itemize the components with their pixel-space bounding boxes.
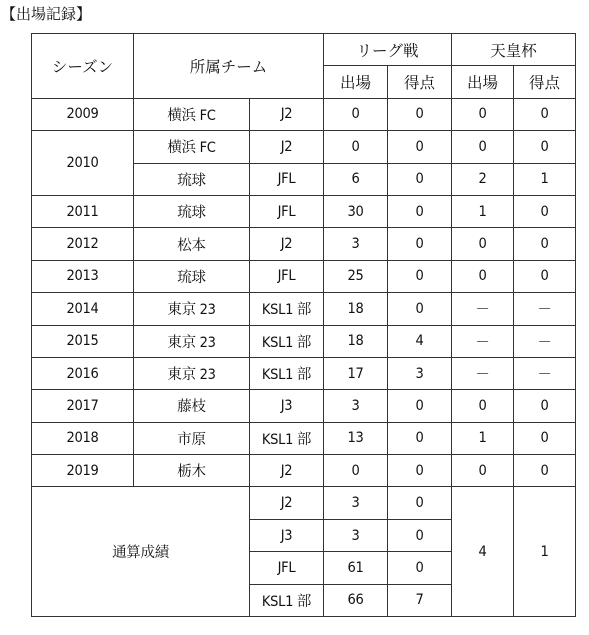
season-cell: 2019 <box>32 455 134 487</box>
league-goals-cell: 0 <box>388 228 452 260</box>
league-apps-cell: 18 <box>324 325 388 357</box>
cup-apps-cell: 2 <box>452 163 514 195</box>
cup-apps-cell: － <box>452 325 514 357</box>
season-cell: 2011 <box>32 195 134 227</box>
division-cell: J2 <box>250 98 324 130</box>
cup-goals-cell: － <box>514 293 576 325</box>
division-cell: JFL <box>250 163 324 195</box>
team-cell: 東京 23 <box>134 357 250 389</box>
totals-division-cell: JFL <box>250 552 324 584</box>
season-cell: 2017 <box>32 390 134 422</box>
totals-label: 通算成績 <box>32 487 250 617</box>
totals-division-cell: KSL1 部 <box>250 584 324 616</box>
table-row <box>32 357 576 389</box>
cup-goals-cell: 0 <box>514 228 576 260</box>
cup-goals-cell: 0 <box>514 98 576 130</box>
league-goals-cell: 0 <box>388 98 452 130</box>
appearance-record-table <box>31 33 576 617</box>
league-apps-cell: 25 <box>324 260 388 292</box>
cup-goals-cell: － <box>514 325 576 357</box>
cup-apps-cell: 1 <box>452 195 514 227</box>
cup-goals-header: 得点 <box>514 66 576 98</box>
league-goals-cell: 0 <box>388 422 452 454</box>
cup-apps-cell: － <box>452 293 514 325</box>
table-row <box>32 390 576 422</box>
totals-cup-apps-cell: 4 <box>452 487 514 617</box>
league-goals-cell: 0 <box>388 293 452 325</box>
table-row <box>32 228 576 260</box>
league-apps-cell: 30 <box>324 195 388 227</box>
league-apps-cell: 3 <box>324 390 388 422</box>
team-cell: 横浜 FC <box>134 131 250 163</box>
cup-apps-cell: 0 <box>452 455 514 487</box>
league-apps-cell: 6 <box>324 163 388 195</box>
totals-league-goals-cell: 0 <box>388 552 452 584</box>
season-cell: 2013 <box>32 260 134 292</box>
team-cell: 琉球 <box>134 260 250 292</box>
totals-division-cell: J3 <box>250 519 324 551</box>
table-row <box>32 455 576 487</box>
totals-league-apps-cell: 61 <box>324 552 388 584</box>
division-cell: J2 <box>250 228 324 260</box>
cup-goals-cell: 0 <box>514 455 576 487</box>
league-goals-cell: 0 <box>388 131 452 163</box>
team-cell: 東京 23 <box>134 293 250 325</box>
totals-row <box>32 487 576 519</box>
table-row <box>32 260 576 292</box>
league-goals-cell: 4 <box>388 325 452 357</box>
division-cell: JFL <box>250 260 324 292</box>
team-cell: 栃木 <box>134 455 250 487</box>
league-apps-cell: 0 <box>324 131 388 163</box>
team-cell: 藤枝 <box>134 390 250 422</box>
table-row <box>32 422 576 454</box>
league-goals-cell: 0 <box>388 163 452 195</box>
table-row <box>32 131 576 163</box>
division-cell: JFL <box>250 195 324 227</box>
league-goals-cell: 0 <box>388 195 452 227</box>
league-goals-header: 得点 <box>388 66 452 98</box>
division-cell: KSL1 部 <box>250 357 324 389</box>
cup-apps-cell: － <box>452 357 514 389</box>
cup-apps-cell: 1 <box>452 422 514 454</box>
team-cell: 東京 23 <box>134 325 250 357</box>
cup-goals-cell: － <box>514 357 576 389</box>
totals-league-apps-cell: 3 <box>324 487 388 519</box>
league-header: リーグ戦 <box>324 34 452 66</box>
totals-league-apps-cell: 3 <box>324 519 388 551</box>
cup-apps-cell: 0 <box>452 131 514 163</box>
league-apps-cell: 0 <box>324 98 388 130</box>
cup-goals-cell: 0 <box>514 260 576 292</box>
cup-goals-cell: 0 <box>514 195 576 227</box>
division-cell: J2 <box>250 131 324 163</box>
totals-division-cell: J2 <box>250 487 324 519</box>
division-cell: KSL1 部 <box>250 293 324 325</box>
team-cell: 琉球 <box>134 163 250 195</box>
cup-goals-cell: 0 <box>514 390 576 422</box>
season-header: シーズン <box>32 34 134 99</box>
totals-cup-goals-cell: 1 <box>514 487 576 617</box>
cup-apps-cell: 0 <box>452 228 514 260</box>
totals-league-goals-cell: 0 <box>388 487 452 519</box>
totals-league-apps-cell: 66 <box>324 584 388 616</box>
season-cell: 2015 <box>32 325 134 357</box>
table-row <box>32 98 576 130</box>
league-goals-cell: 0 <box>388 455 452 487</box>
league-apps-cell: 13 <box>324 422 388 454</box>
totals-league-goals-cell: 7 <box>388 584 452 616</box>
header-row-1 <box>32 34 576 66</box>
division-cell: J3 <box>250 390 324 422</box>
team-cell: 市原 <box>134 422 250 454</box>
section-caption: 【出場記録】 <box>1 5 92 23</box>
totals-league-goals-cell: 0 <box>388 519 452 551</box>
league-goals-cell: 0 <box>388 260 452 292</box>
cup-apps-cell: 0 <box>452 98 514 130</box>
league-apps-cell: 18 <box>324 293 388 325</box>
division-cell: KSL1 部 <box>250 422 324 454</box>
season-cell: 2012 <box>32 228 134 260</box>
cup-apps-header: 出場 <box>452 66 514 98</box>
team-cell: 横浜 FC <box>134 98 250 130</box>
league-apps-cell: 0 <box>324 455 388 487</box>
league-apps-cell: 17 <box>324 357 388 389</box>
season-cell: 2016 <box>32 357 134 389</box>
team-header: 所属チーム <box>134 34 324 99</box>
emperors-cup-header: 天皇杯 <box>452 34 576 66</box>
team-cell: 琉球 <box>134 195 250 227</box>
cup-goals-cell: 0 <box>514 422 576 454</box>
cup-apps-cell: 0 <box>452 260 514 292</box>
league-apps-cell: 3 <box>324 228 388 260</box>
table-body <box>32 34 576 617</box>
table-row <box>32 195 576 227</box>
league-goals-cell: 3 <box>388 357 452 389</box>
league-apps-header: 出場 <box>324 66 388 98</box>
team-cell: 松本 <box>134 228 250 260</box>
cup-goals-cell: 1 <box>514 163 576 195</box>
season-cell: 2010 <box>32 131 134 196</box>
division-cell: KSL1 部 <box>250 325 324 357</box>
season-cell: 2018 <box>32 422 134 454</box>
division-cell: J2 <box>250 455 324 487</box>
table-row <box>32 325 576 357</box>
cup-apps-cell: 0 <box>452 390 514 422</box>
league-goals-cell: 0 <box>388 390 452 422</box>
cup-goals-cell: 0 <box>514 131 576 163</box>
season-cell: 2009 <box>32 98 134 130</box>
table-row <box>32 293 576 325</box>
season-cell: 2014 <box>32 293 134 325</box>
